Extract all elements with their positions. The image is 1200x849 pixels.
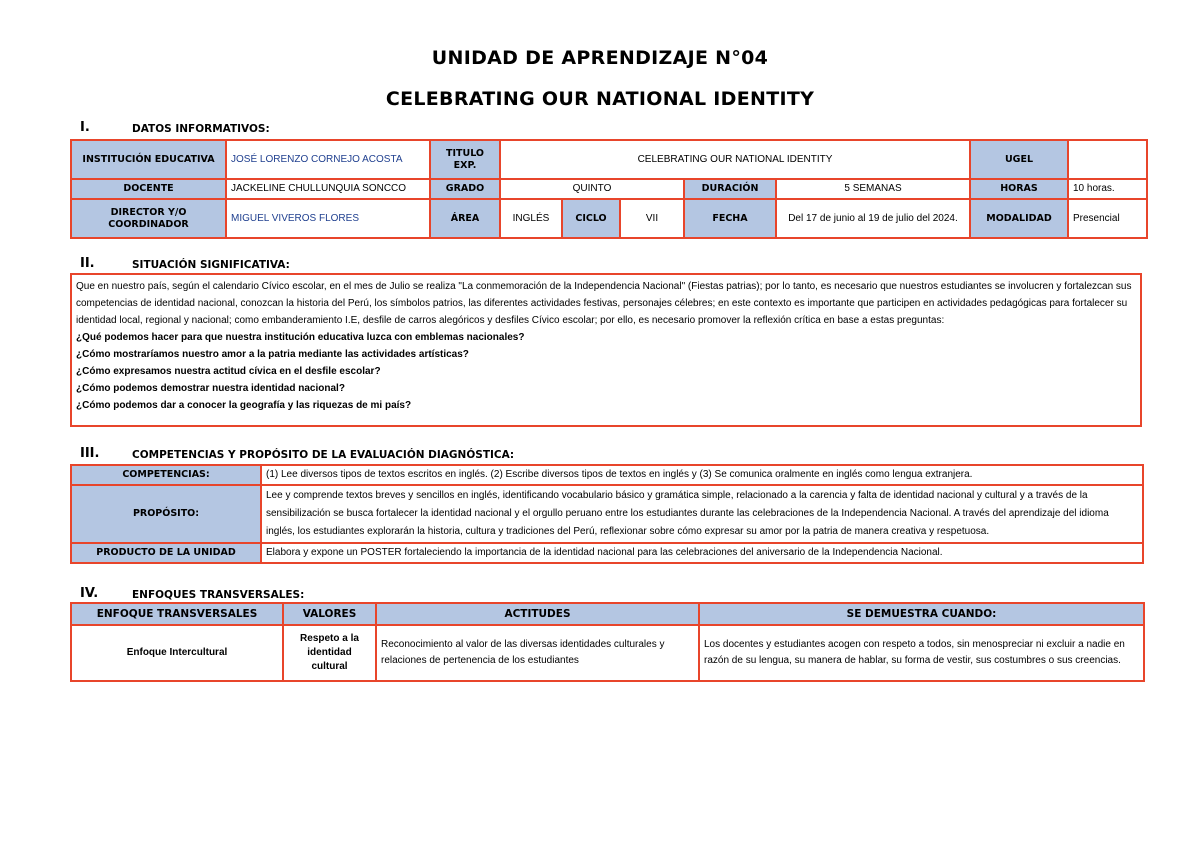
header-se-demuestra: SE DEMUESTRA CUANDO: [699,603,1144,625]
section-1-heading [80,120,270,135]
enfoques-table [70,602,1145,682]
ugel-value [1068,140,1147,179]
ciclo-value: VII [620,199,684,238]
section-3-title: COMPETENCIAS Y PROPÓSITO DE LA EVALUACIÓN DIAGNÓSTICA: [132,449,515,461]
institucion-value: JOSÉ LORENZO CORNEJO ACOSTA [226,140,430,179]
ugel-label: UGEL [970,140,1068,179]
horas-value: 10 horas. [1068,179,1147,199]
modalidad-value: Presencial [1068,199,1147,238]
docente-label: DOCENTE [71,179,226,199]
horas-label: HORAS [970,179,1068,199]
question-5: ¿Cómo podemos dar a conocer la geografía y las riquezas de mi país? [76,400,412,411]
proposito-value: Lee y comprende textos breves y sencillos en inglés, identificando vocabulario básico y gramática simple, relacionado a la carencia y falta de identidad nacional y cultural y a través de la sensibilización se busca fortalecer la identidad nacional y el orgullo peruano entre los estudiantes durante las celebraciones de la Independencia Nacional. A través del aprendizaje del idioma inglés, los estudiantes explorarán la historia, cultura y tradiciones del Perú, reflexionar sobre cómo expresar su amor por la patria de manera creativa y respetuosa. [261,485,1143,543]
duracion-label: DURACIÓN [684,179,776,199]
grado-label: GRADO [430,179,500,199]
duracion-value: 5 SEMANAS [776,179,970,199]
datos-informativos-table [70,139,1148,239]
demuestra-value: Los docentes y estudiantes acogen con respeto a todos, sin menospreciar ni excluir a nadie en razón de su lengua, su manera de hablar, su forma de vestir, sus costumbres o sus creencias. [699,625,1144,681]
section-1-title: DATOS INFORMATIVOS: [132,123,270,135]
section-2-heading [80,256,290,271]
question-2: ¿Cómo mostraríamos nuestro amor a la patria mediante las actividades artísticas? [76,349,469,360]
question-4: ¿Cómo podemos demostrar nuestra identidad nacional? [76,383,345,394]
fecha-value: Del 17 de junio al 19 de julio del 2024. [776,199,970,238]
director-value: MIGUEL VIVEROS FLORES [226,199,430,238]
competencias-table [70,464,1144,564]
producto-label: PRODUCTO DE LA UNIDAD [71,543,261,563]
valor-value: Respeto a la identidad cultural [283,625,376,681]
proposito-row [71,485,1143,543]
situacion-paragraph: Que en nuestro país, según el calendario Cívico escolar, en el mes de Julio se realiza "La conmemoración de la Independencia Nacional" (Fiestas patrias); por lo tanto, es necesario que nuestros estudiantes se involucren y fortalezcan sus competencias de identidad nacional, conozcan la historia del Perú, los símbolos patrios, las diferentes actividades festivas, personajes célebres; en este contexto es importante que participen en actividades pedagógicas para fortalecer su identidad local, regional y nacional; como embanderamiento I.E, desfile de carros alegóricos y desfiles Cívico escolar; por ello, es necesario promover la reflexión crítica en base a estas preguntas: [76,281,1132,326]
producto-row [71,543,1143,563]
grado-value: QUINTO [500,179,684,199]
section-3-number: III. [80,446,100,461]
enfoque-value: Enfoque Intercultural [71,625,283,681]
section-4-number: IV. [80,586,99,601]
proposito-label: PROPÓSITO: [71,485,261,543]
area-value: INGLÉS [500,199,562,238]
titulo-label: TITULO EXP. [430,140,500,179]
situacion-significativa-box [70,273,1142,427]
enfoques-row [71,625,1144,681]
section-3-heading [80,446,514,461]
institucion-label: INSTITUCIÓN EDUCATIVA [71,140,226,179]
datos-row-2 [71,179,1147,199]
document-title: UNIDAD DE APRENDIZAJE N°04 [431,47,769,69]
section-1-number: I. [80,120,90,135]
question-1: ¿Qué podemos hacer para que nuestra institución educativa luzca con emblemas nacionales? [76,332,525,343]
competencias-label: COMPETENCIAS: [71,465,261,485]
header-actitudes: ACTITUDES [376,603,699,625]
datos-row-3 [71,199,1147,238]
section-2-number: II. [80,256,95,271]
section-4-title: ENFOQUES TRANSVERSALES: [132,589,305,601]
competencias-value: (1) Lee diversos tipos de textos escritos en inglés. (2) Escribe diversos tipos de textos en inglés y (3) Se comunica oralmente en inglés como lengua extranjera. [261,465,1143,485]
section-2-title: SITUACIÓN SIGNIFICATIVA: [132,259,290,271]
actitud-value: Reconocimiento al valor de las diversas identidades culturales y relaciones de pertenencia de los estudiantes [376,625,699,681]
director-label: DIRECTOR Y/O COORDINADOR [71,199,226,238]
ciclo-label: CICLO [562,199,620,238]
document-subtitle: CELEBRATING OUR NATIONAL IDENTITY [385,88,815,110]
fecha-label: FECHA [684,199,776,238]
section-4-heading [80,586,304,601]
question-3: ¿Cómo expresamos nuestra actitud cívica en el desfile escolar? [76,366,381,377]
enfoques-header-row [71,603,1144,625]
header-enfoque: ENFOQUE TRANSVERSALES [71,603,283,625]
docente-value: JACKELINE CHULLUNQUIA SONCCO [226,179,430,199]
competencias-row [71,465,1143,485]
producto-value: Elabora y expone un POSTER fortaleciendo la importancia de la identidad nacional para las celebraciones del aniversario de la Independencia Nacional. [261,543,1143,563]
titulo-value: CELEBRATING OUR NATIONAL IDENTITY [500,140,970,179]
datos-row-1 [71,140,1147,179]
modalidad-label: MODALIDAD [970,199,1068,238]
header-valores: VALORES [283,603,376,625]
area-label: ÁREA [430,199,500,238]
